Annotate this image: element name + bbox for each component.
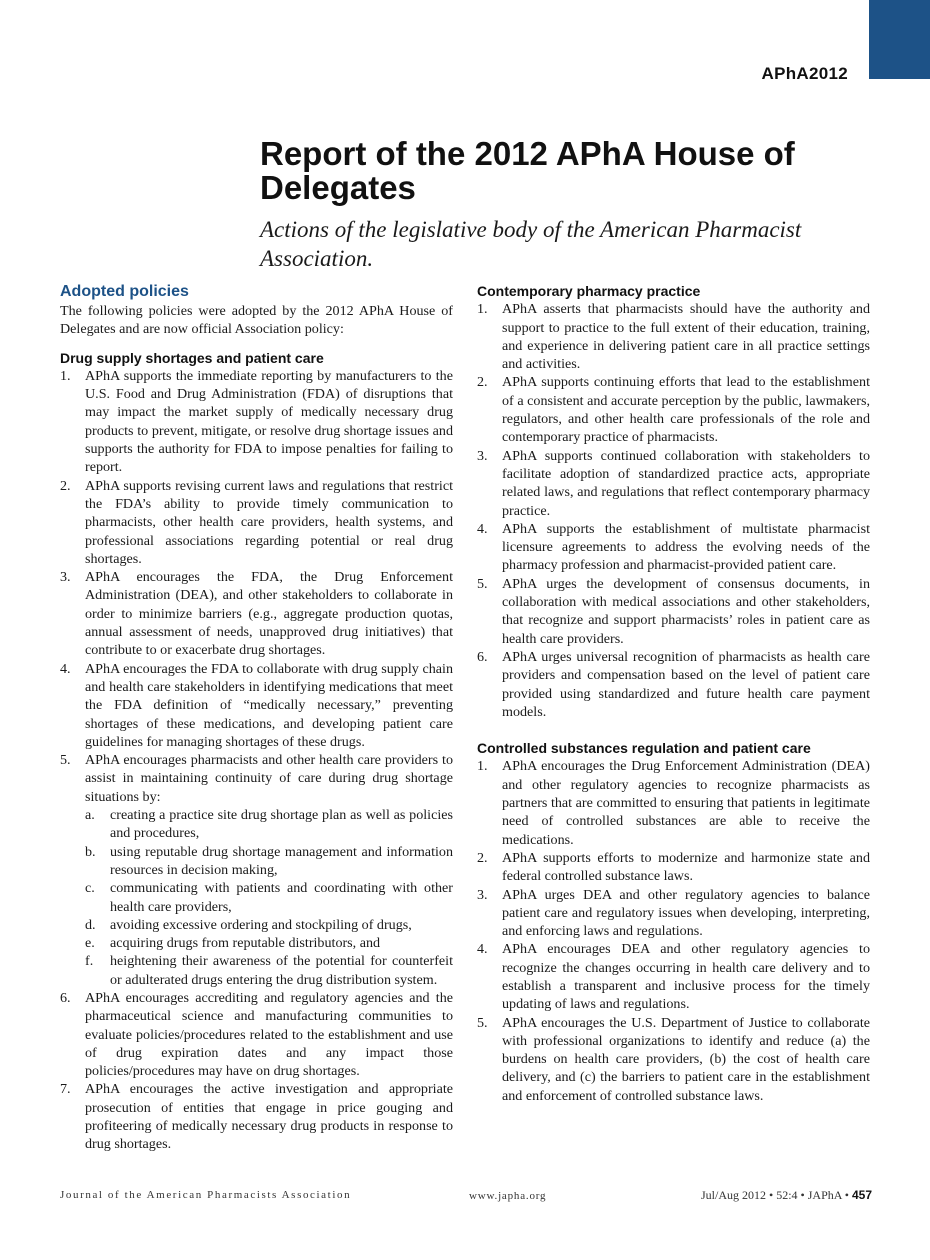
policy-item bbox=[477, 373, 870, 446]
contemporary-practice-section-title: Contemporary pharmacy practice bbox=[477, 283, 701, 299]
item-text: APhA encourages the FDA, the Drug Enforcement Administration (DEA), and other stakeholders to collaborate in order to minimize barriers (e.g., aggregate production quotas, annual assessment of needs, unapproved drug initiatives) that contribute to or exacerbate drug shortages. bbox=[85, 569, 453, 659]
corner-color-block bbox=[869, 0, 930, 79]
policy-item bbox=[477, 575, 870, 648]
adopted-policies-heading: Adopted policies bbox=[60, 283, 189, 300]
item-number: 5. bbox=[477, 575, 488, 592]
policy-item bbox=[477, 886, 870, 941]
item-text: APhA supports revising current laws and regulations that restrict the FDA’s ability to provide timely communication to pharmacists, other health care providers, health systems, and professional associations regarding potential or real drug shortages. bbox=[85, 477, 453, 567]
footer-url: www.japha.org bbox=[469, 1190, 547, 1202]
policy-item bbox=[60, 660, 453, 751]
drug-shortage-policy-list bbox=[60, 367, 453, 1154]
sub-item bbox=[85, 934, 453, 952]
sub-item-text: creating a practice site drug shortage plan as well as policies and procedures, bbox=[110, 807, 453, 842]
item-text: APhA supports the immediate reporting by manufacturers to the U.S. Food and Drug Administration (FDA) of disruptions that may impact the market supply of medically necessary drug products to prevent, mitigate, or resolve drug shortage issues and supports the authority for FDA to impose penalties for failing to report. bbox=[85, 367, 453, 476]
item-text: APhA encourages the Drug Enforcement Administration (DEA) and other regulatory agencies to recognize pharmacists as partners that are committed to ensuring that patients in legitimate need of controlled substances are able to receive the medications. bbox=[502, 758, 870, 848]
item-text: APhA urges the development of consensus documents, in collaboration with medical associations and other stakeholders, that recognize and support pharmacists’ roles in patient care as health care providers. bbox=[502, 575, 870, 647]
item-text: APhA urges universal recognition of pharmacists as health care providers and compensation based on the level of patient care provided using standardized and future health care payment models. bbox=[502, 648, 870, 720]
policy-item bbox=[60, 477, 453, 568]
sub-item-text: heightening their awareness of the potential for counterfeit or adulterated drugs entering the drug distribution system. bbox=[110, 953, 453, 988]
sub-item bbox=[85, 952, 453, 989]
item-number: 3. bbox=[477, 886, 488, 903]
item-text: APhA encourages accrediting and regulatory agencies and the pharmaceutical science and manufacturing communities to evaluate policies/procedures related to the establishment and use of drug expiration dates and any impact those policies/procedures may have on drug shortages. bbox=[85, 989, 453, 1080]
item-text: APhA urges DEA and other regulatory agencies to balance patient care and regulatory issues when developing, interpreting, and enforcing laws and regulations. bbox=[502, 886, 870, 940]
item-number: 5. bbox=[477, 1014, 488, 1031]
item-text: APhA encourages pharmacists and other health care providers to assist in maintaining continuity of care during drug shortage situations by: bbox=[85, 752, 453, 805]
item-number: 7. bbox=[60, 1081, 71, 1098]
sub-item bbox=[85, 843, 453, 880]
policy-item bbox=[477, 447, 870, 520]
sub-item-list bbox=[85, 806, 453, 989]
sub-item-letter: a. bbox=[85, 807, 95, 824]
item-text: APhA encourages the active investigation and appropriate prosecution of entities that engage in price gouging and profiteering of medically necessary drug products in response to drug shortages. bbox=[85, 1081, 453, 1153]
controlled-substances-section-title: Controlled substances regulation and patient care bbox=[477, 740, 811, 757]
item-number: 3. bbox=[477, 447, 488, 464]
item-text: APhA supports efforts to modernize and harmonize state and federal controlled substance laws. bbox=[502, 849, 870, 885]
item-number: 6. bbox=[477, 648, 488, 665]
item-text: APhA encourages the U.S. Department of Justice to collaborate with professional organizations to identify and reduce (a) the burdens on health care providers, (b) the cost of health care delivery, and (c) the barriers to patient care in the establishment and enforcement of controlled substance laws. bbox=[502, 1014, 870, 1104]
policy-item bbox=[477, 300, 870, 373]
item-number: 4. bbox=[477, 520, 488, 537]
policy-item bbox=[60, 367, 453, 477]
sub-item-letter: d. bbox=[85, 916, 96, 933]
sub-item-text: using reputable drug shortage management and information resources in decision making, bbox=[110, 843, 453, 878]
policy-item bbox=[477, 648, 870, 721]
contemporary-practice-policy-list bbox=[477, 300, 870, 721]
item-number: 3. bbox=[60, 569, 71, 586]
policy-item bbox=[60, 1080, 453, 1153]
item-number: 1. bbox=[60, 367, 71, 384]
controlled-substances-policy-list bbox=[477, 757, 870, 1105]
page-number: 457 bbox=[851, 1188, 872, 1202]
item-number: 1. bbox=[477, 301, 488, 318]
sub-item-text: communicating with patients and coordinating with other health care providers, bbox=[110, 880, 453, 915]
item-text: APhA asserts that pharmacists should have the authority and support to practice to the full extent of their education, training, and experience in delivering patient care in all practice settings and activities. bbox=[502, 301, 870, 373]
policy-item bbox=[60, 989, 453, 1080]
item-text: APhA supports the establishment of multistate pharmacist licensure agreements to address the evolving needs of the pharmacy profession and pharmacist-provided patient care. bbox=[502, 520, 870, 574]
drug-shortage-section-title: Drug supply shortages and patient care bbox=[60, 349, 324, 366]
sub-item bbox=[85, 806, 453, 843]
item-number: 2. bbox=[60, 477, 71, 494]
left-column bbox=[60, 282, 453, 1154]
sub-item-letter: e. bbox=[85, 935, 95, 952]
sub-item-text: acquiring drugs from reputable distributors, and bbox=[110, 935, 381, 952]
policy-item bbox=[60, 751, 453, 989]
item-text: APhA encourages the FDA to collaborate with drug supply chain and health care stakeholders in identifying medications that meet the FDA definition of “medically necessary,” preventing shortages of these medications, and developing patient care guidelines for managing shortages of these drugs. bbox=[85, 660, 453, 750]
item-number: 1. bbox=[477, 758, 488, 775]
item-text: APhA supports continued collaboration with stakeholders to facilitate adoption of standardized practice acts, appropriate related laws, and regulations that reflect contemporary pharmacy practice. bbox=[502, 447, 870, 519]
intro-paragraph: The following policies were adopted by the 2012 APhA House of Delegates and are now official Association policy: bbox=[60, 303, 453, 338]
policy-item bbox=[477, 940, 870, 1013]
item-text: APhA supports continuing efforts that lead to the establishment of a consistent and accurate perception by the public, lawmakers, regulators, and other health care professionals of the role and contemporary practice of pharmacists. bbox=[502, 374, 870, 446]
sub-item bbox=[85, 879, 453, 916]
sub-item bbox=[85, 916, 453, 934]
sub-item-letter: b. bbox=[85, 843, 96, 860]
item-number: 5. bbox=[60, 752, 71, 769]
policy-item bbox=[477, 849, 870, 886]
policy-item bbox=[477, 520, 870, 575]
item-number: 2. bbox=[477, 849, 488, 866]
item-number: 4. bbox=[477, 941, 488, 958]
sub-item-letter: f. bbox=[85, 953, 94, 970]
footer-journal-name: Journal of the American Pharmacists Association bbox=[60, 1189, 352, 1201]
item-text: APhA encourages DEA and other regulatory agencies to recognize the changes occurring in health care delivery and to establish a transparent and inclusive process for the timely updating of laws and regulations. bbox=[502, 941, 870, 1013]
right-column bbox=[477, 282, 870, 1105]
sub-item-letter: c. bbox=[85, 880, 95, 897]
item-number: 4. bbox=[60, 660, 71, 677]
policy-item bbox=[477, 757, 870, 848]
item-number: 6. bbox=[60, 989, 71, 1006]
sub-item-text: avoiding excessive ordering and stockpiling of drugs, bbox=[110, 916, 412, 933]
footer-issue-info bbox=[701, 1188, 872, 1203]
article-subtitle: Actions of the legislative body of the American Pharmacist Association. bbox=[260, 217, 802, 271]
policy-item bbox=[477, 1014, 870, 1105]
policy-item bbox=[60, 568, 453, 659]
article-title: Report of the 2012 APhA House of Delegates bbox=[260, 135, 795, 206]
item-number: 2. bbox=[477, 374, 488, 391]
footer-issue-text: Jul/Aug 2012 • 52:4 • JAPhA • bbox=[701, 1188, 849, 1202]
section-tag: APhA2012 bbox=[761, 64, 848, 83]
